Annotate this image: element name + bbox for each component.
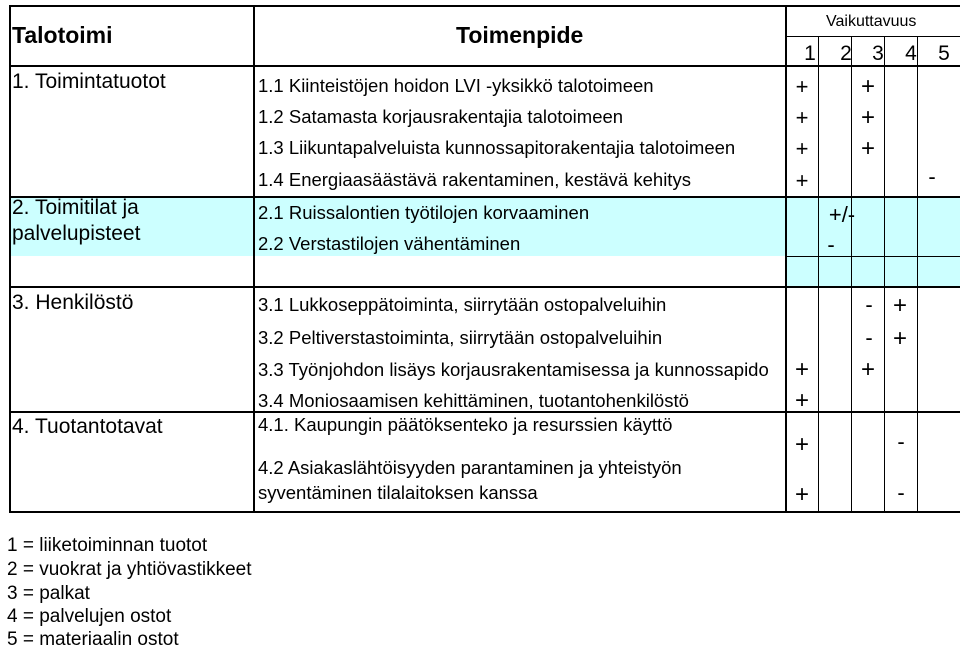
section-3-title: 3. Henkilöstö <box>12 291 134 314</box>
mark-r7-c5: + <box>892 292 907 319</box>
mark-r1-c1: + <box>795 74 809 99</box>
section-2-title-line1: 2. Toimitilat ja <box>12 196 139 219</box>
legend-item-4: 4 = palvelujen ostot <box>7 606 172 627</box>
legend-item-3: 3 = palkat <box>7 583 90 604</box>
mark-r4-c1: + <box>795 168 809 193</box>
mark-r6-c2: - <box>827 232 835 257</box>
mark-r2-c1: + <box>795 105 809 130</box>
mark-r3-c3: + <box>860 135 875 162</box>
action-3-4: 3.4 Moniosaamisen kehittäminen, tuotantohenkilöstö <box>258 390 689 411</box>
mark-r8-c4: - <box>865 325 873 350</box>
action-3-3: 3.3 Työnjohdon lisäys korjausrakentamisessa ja kunnossapido <box>258 359 769 380</box>
legend-item-5: 5 = materiaalin ostot <box>7 629 179 650</box>
mark-r10-c1: + <box>794 387 809 414</box>
mark-r11-c1: + <box>794 431 809 458</box>
mark-r3-c1: + <box>795 136 809 161</box>
column-2-label: 2 <box>840 42 852 65</box>
section-1-title: 1. Toimintatuotot <box>12 70 166 93</box>
column-5-label: 5 <box>938 42 950 65</box>
mark-r5-c2-3: +/- <box>828 202 856 227</box>
header-vaikuttavuus: Vaikuttavuus <box>826 13 917 30</box>
mark-r8-c5: + <box>892 325 907 352</box>
action-1-2: 1.2 Satamasta korjausrakentajia talotoimeen <box>258 106 624 127</box>
column-1-label: 1 <box>804 42 816 65</box>
header-talotoimi: Talotoimi <box>12 22 113 48</box>
section-2-highlight-right <box>785 196 960 286</box>
header-toimenpide: Toimenpide <box>456 22 584 48</box>
section-2-title-line2: palvelupisteet <box>12 222 141 245</box>
action-4-1: 4.1. Kaupungin päätöksenteko ja resurssien käyttö <box>258 414 673 435</box>
mark-r1-c3: + <box>860 73 875 100</box>
action-4-2-line2: syventäminen tilalaitoksen kanssa <box>258 482 538 503</box>
column-4-label: 4 <box>905 42 917 65</box>
action-3-1: 3.1 Lukkoseppätoiminta, siirrytään ostopalveluihin <box>258 294 667 315</box>
legend-item-1: 1 = liiketoiminnan tuotot <box>7 535 208 556</box>
action-1-1: 1.1 Kiinteistöjen hoidon LVI -yksikkö talotoimeen <box>258 75 654 96</box>
action-2-1: 2.1 Ruissalontien työtilojen korvaaminen <box>258 202 590 223</box>
mark-r7-c4: - <box>865 292 873 317</box>
mark-r4-c5: - <box>928 164 936 189</box>
mark-r9-c3: + <box>860 356 875 383</box>
legend-item-2: 2 = vuokrat ja yhtiövastikkeet <box>7 559 252 580</box>
column-3-label: 3 <box>872 42 884 65</box>
mark-r13-c1: + <box>794 481 809 508</box>
mark-r2-c3: + <box>860 104 875 131</box>
action-1-4: 1.4 Energiaasäästävä rakentaminen, kestävä kehitys <box>258 169 691 190</box>
action-3-2: 3.2 Peltiverstastoiminta, siirrytään ostopalveluihin <box>258 327 663 348</box>
mark-r11-c4: - <box>897 429 905 454</box>
mark-r13-c4: - <box>897 480 905 505</box>
action-4-2-line1: 4.2 Asiakaslähtöisyyden parantaminen ja yhteistyön <box>258 457 682 478</box>
section-4-title: 4. Tuotantotavat <box>12 415 163 438</box>
action-2-2: 2.2 Verstastilojen vähentäminen <box>258 233 521 254</box>
mark-r9-c1: + <box>794 356 809 383</box>
action-1-3: 1.3 Liikuntapalveluista kunnossapitorakentajia talotoimeen <box>258 137 736 158</box>
